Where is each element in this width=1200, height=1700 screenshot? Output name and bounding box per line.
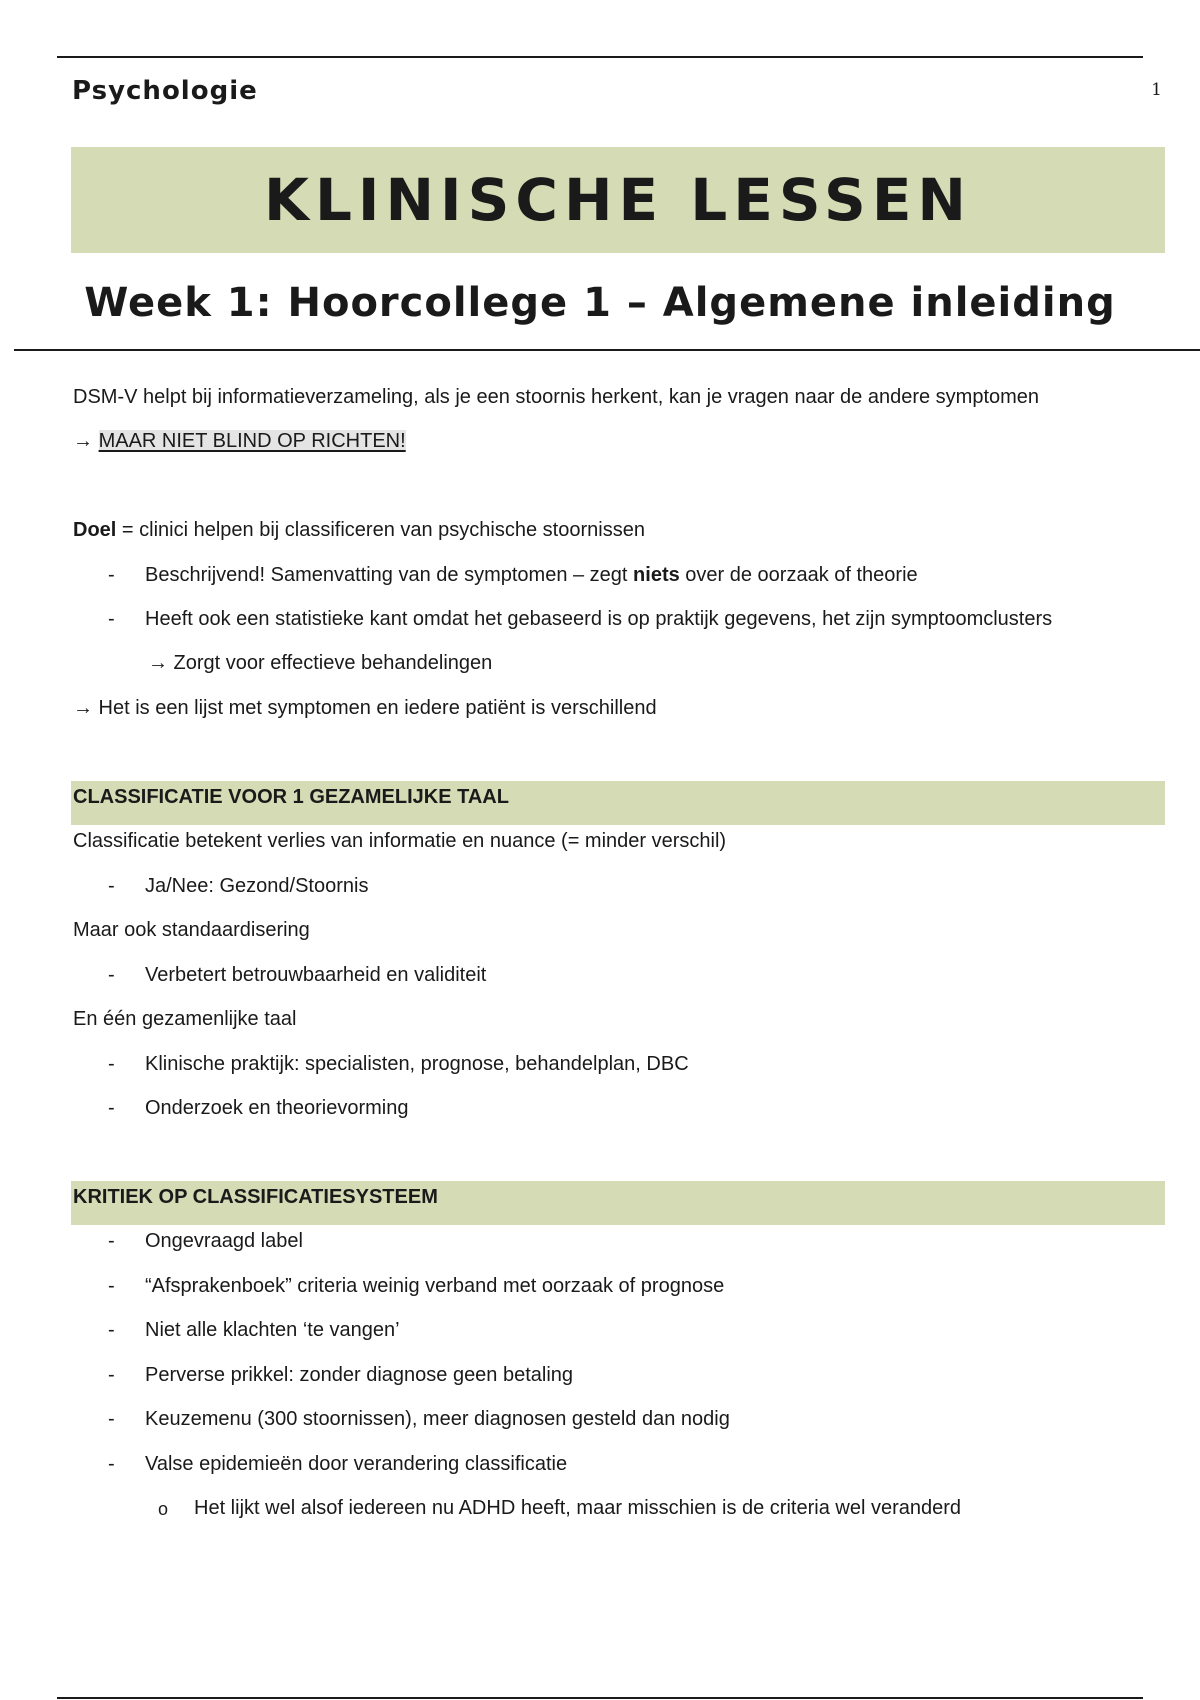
- bullet-dash: -: [108, 1275, 115, 1297]
- list-item: Onderzoek en theorievorming: [145, 1097, 409, 1119]
- header-subject: Psychologie: [72, 76, 258, 106]
- title-banner: [71, 147, 1165, 253]
- circle-bullet-icon: o: [158, 1499, 169, 1519]
- doel-bullet-1-bold: niets: [633, 564, 680, 586]
- bullet-dash: -: [108, 564, 115, 586]
- doel-bullet-1-text: Beschrijvend! Samenvatting van de symptomen – zegt: [145, 564, 634, 586]
- intro-warning-line: [73, 429, 406, 453]
- list-item: Klinische praktijk: specialisten, prognose, behandelplan, DBC: [145, 1053, 689, 1075]
- list-item: Valse epidemieën door verandering classificatie: [145, 1453, 568, 1475]
- bullet-dash: -: [108, 608, 115, 630]
- week-heading: Week 1: Hoorcollege 1 – Algemene inleiding: [84, 280, 1116, 326]
- list-item: Verbetert betrouwbaarheid en validiteit: [145, 964, 487, 986]
- list-item: Keuzemenu (300 stoornissen), meer diagnosen gesteld dan nodig: [145, 1408, 730, 1430]
- page-number: 1: [1151, 80, 1162, 100]
- bullet-dash: -: [108, 1230, 115, 1252]
- list-item: “Afsprakenboek” criteria weinig verband met oorzaak of prognose: [145, 1275, 725, 1297]
- doel-text: = clinici helpen bij classificeren van psychische stoornissen: [116, 519, 645, 541]
- doel-sub-arrow: → Zorgt voor effectieve behandelingen: [148, 652, 493, 674]
- top-rule: [57, 56, 1143, 58]
- arrow-icon: →: [73, 430, 93, 452]
- warning-text: MAAR NIET BLIND OP RICHTEN!: [98, 430, 406, 452]
- bullet-dash: -: [108, 1408, 115, 1430]
- bullet-dash: -: [108, 1319, 115, 1341]
- section-heading-kritiek: KRITIEK OP CLASSIFICATIESYSTEEM: [73, 1186, 438, 1208]
- bullet-dash: -: [108, 1097, 115, 1119]
- doel-bullet-2: Heeft ook een statistieke kant omdat het gebaseerd is op praktijk gegevens, het zijn symptoomclusters: [145, 608, 1053, 630]
- bullet-dash: -: [108, 1453, 115, 1475]
- text-line: Classificatie betekent verlies van informatie en nuance (= minder verschil): [73, 830, 727, 852]
- bullet-dash: -: [108, 1053, 115, 1075]
- bullet-dash: -: [108, 875, 115, 897]
- bottom-rule: [57, 1697, 1143, 1699]
- doel-bullet-1: [145, 563, 918, 587]
- list-item: Ongevraagd label: [145, 1230, 303, 1252]
- text-line: Maar ook standaardisering: [73, 919, 310, 941]
- text-line: En één gezamenlijke taal: [73, 1008, 297, 1030]
- doel-label: Doel: [73, 519, 117, 541]
- doel-bullet-1-rest: over de oorzaak of theorie: [679, 564, 918, 586]
- list-item: Ja/Nee: Gezond/Stoornis: [145, 875, 369, 897]
- doel-definition: [73, 518, 645, 542]
- list-item: Niet alle klachten ‘te vangen’: [145, 1319, 400, 1341]
- page-title: KLINISCHE LESSEN: [264, 166, 972, 234]
- bullet-dash: -: [108, 964, 115, 986]
- list-item: Perverse prikkel: zonder diagnose geen betaling: [145, 1364, 574, 1386]
- section-heading-classificatie: CLASSIFICATIE VOOR 1 GEZAMELIJKE TAAL: [73, 786, 509, 808]
- bullet-dash: -: [108, 1364, 115, 1386]
- list-sub-item: Het lijkt wel alsof iedereen nu ADHD heeft, maar misschien is de criteria wel veranderd: [194, 1497, 962, 1519]
- intro-line: DSM-V helpt bij informatieverzameling, als je een stoornis herkent, kan je vragen naar de andere symptomen: [73, 386, 1040, 408]
- doel-conclusion: → Het is een lijst met symptomen en iedere patiënt is verschillend: [73, 697, 657, 719]
- heading-rule: [14, 349, 1200, 351]
